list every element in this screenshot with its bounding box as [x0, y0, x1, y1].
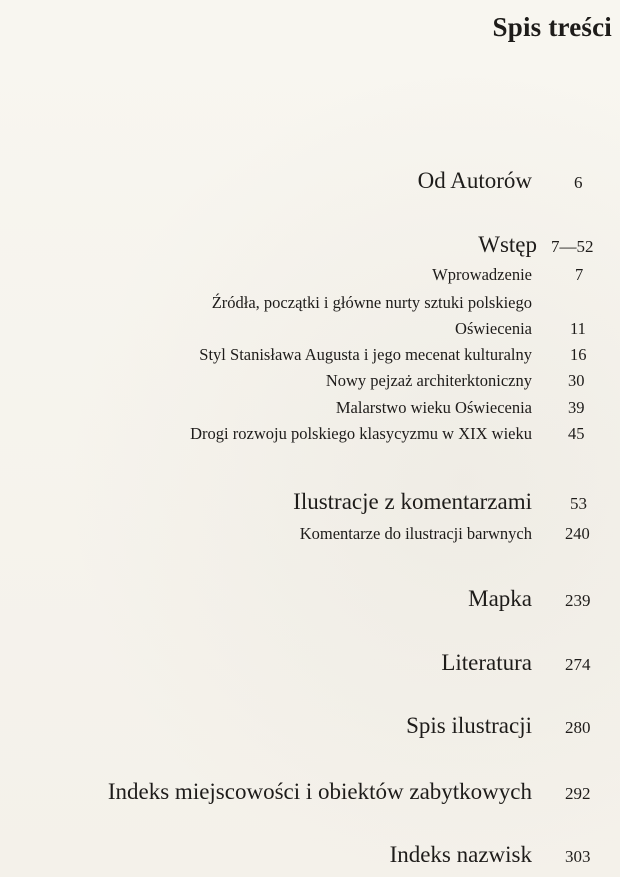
toc-entry-label-line2: Oświecenia	[455, 319, 532, 338]
toc-entry-label: Wprowadzenie	[432, 265, 532, 284]
toc-entry-label: Indeks nazwisk	[389, 842, 532, 867]
toc-entry-styl	[0, 344, 620, 365]
toc-entry-label: Ilustracje z komentarzami	[293, 489, 532, 514]
toc-entry-page: 7—52	[551, 237, 594, 256]
toc-entry-mapka	[0, 585, 620, 613]
toc-entry-page: 274	[565, 655, 591, 674]
toc-entry-page: 11	[570, 319, 586, 338]
toc-entry-spis-ilustracji	[0, 712, 620, 740]
toc-entry-label: Od Autorów	[417, 168, 532, 193]
toc-entry-pejzaz	[0, 370, 620, 391]
toc-entry-od-autorow	[0, 167, 620, 195]
toc-entry-label: Nowy pejzaż architerktoniczny	[325, 371, 532, 390]
toc-entry-wstep	[0, 231, 620, 259]
toc-entry-label: Wstęp	[478, 232, 537, 257]
toc-entry-literatura	[0, 649, 620, 677]
toc-entry-zrodla	[0, 292, 620, 313]
toc-entry-page: 303	[565, 847, 591, 866]
toc-entry-page: 30	[568, 371, 585, 390]
toc-entry-page: 45	[568, 424, 585, 443]
toc-entry-page: 39	[568, 398, 585, 417]
toc-entry-page: 280	[565, 718, 591, 737]
toc-entry-zrodla-cont	[0, 318, 620, 339]
toc-entry-page: 6	[574, 173, 583, 192]
toc-entry-label: Styl Stanisława Augusta i jego mecenat kulturalny	[199, 345, 532, 364]
toc-entry-label: Literatura	[441, 650, 532, 675]
toc-entry-label: Spis ilustracji	[406, 713, 532, 738]
toc-entry-malarstwo	[0, 397, 620, 418]
page-title: Spis treści	[492, 12, 612, 42]
toc-entry-label: Komentarze do ilustracji barwnych	[299, 524, 532, 543]
toc-entry-page: 7	[575, 265, 584, 284]
toc-entry-label: Indeks miejscowości i obiektów zabytkowych	[107, 779, 532, 804]
toc-entry-indeks-miejscowosci	[0, 778, 620, 806]
toc-entry-page: 240	[565, 524, 590, 543]
toc-entry-page: 16	[570, 345, 587, 364]
toc-entry-label-line1: Źródła, początki i główne nurty sztuki polskiego	[211, 293, 532, 312]
toc-entry-indeks-nazwisk	[0, 841, 620, 869]
toc-entry-drogi	[0, 423, 620, 444]
toc-entry-komentarze	[0, 523, 620, 544]
toc-entry-label: Drogi rozwoju polskiego klasycyzmu w XIX wieku	[190, 424, 532, 443]
toc-entry-page: 53	[570, 494, 587, 513]
toc-entry-page: 292	[565, 784, 591, 803]
toc-entry-page: 239	[565, 591, 591, 610]
toc-entry-ilustracje	[0, 488, 620, 516]
toc-entry-label: Mapka	[468, 586, 532, 611]
toc-entry-label: Malarstwo wieku Oświecenia	[335, 398, 532, 417]
toc-entry-wprowadzenie	[0, 264, 620, 285]
